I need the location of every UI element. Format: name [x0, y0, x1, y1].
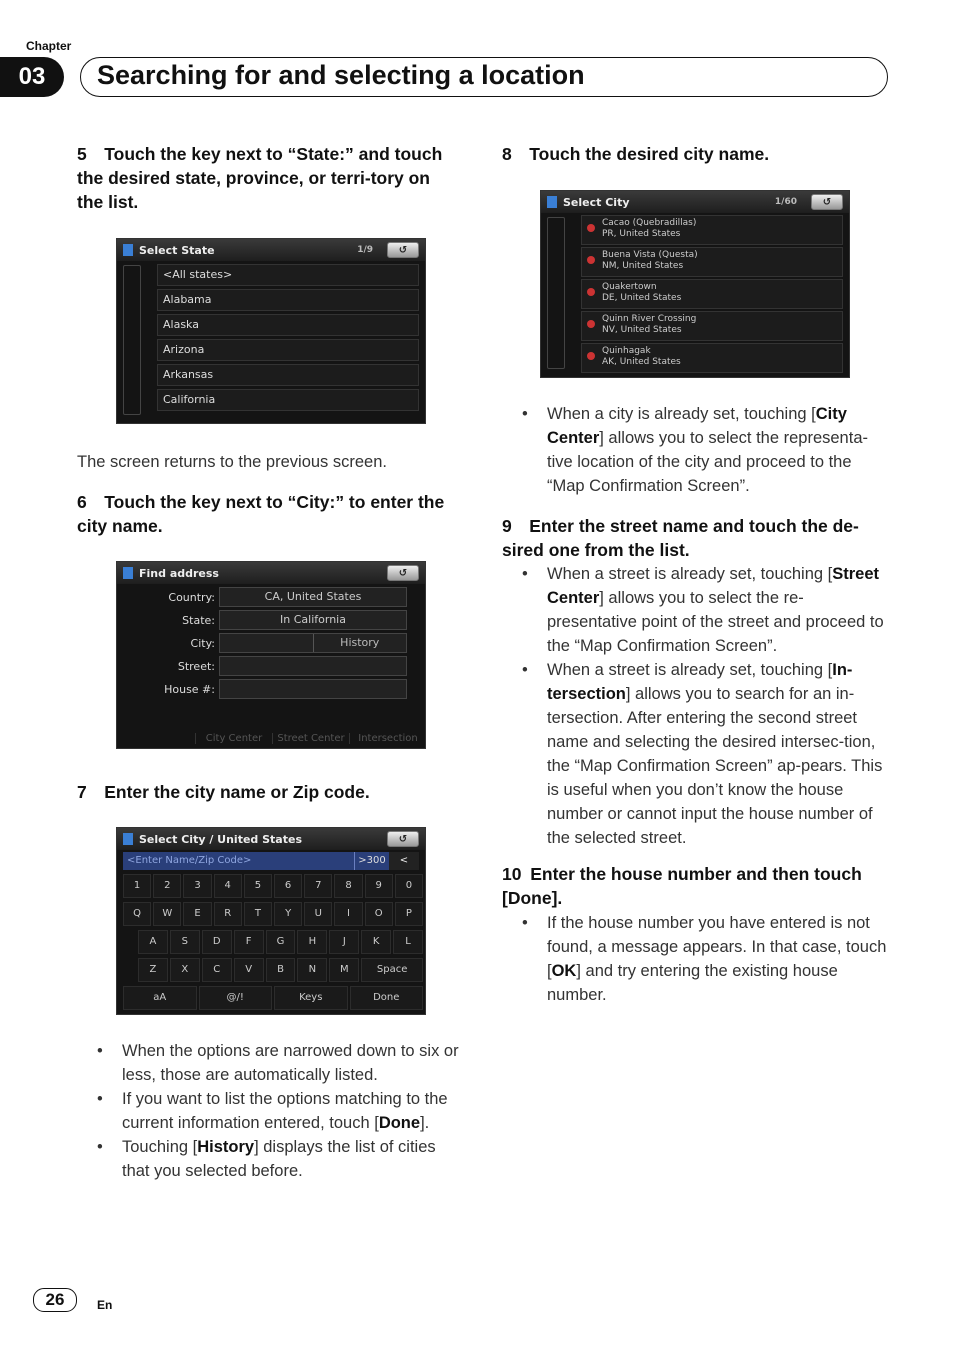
menu-icon	[547, 196, 557, 208]
screen-title: Find address	[139, 566, 219, 580]
street-label: Street:	[177, 659, 215, 673]
bullet-text: ] allows you to search for an in-tersection. After entering the second street name and selecting the desired intersec-tion, the “Map Confirmation Screen” ap-pears. This is useful when you don’t know the house number or cannot input the house number of the selected street.	[547, 685, 883, 847]
keyboard-key[interactable]: 0	[395, 874, 423, 898]
state-list	[117, 264, 425, 411]
screen-title: Select City	[563, 195, 630, 209]
keyboard-key[interactable]: B	[266, 958, 296, 982]
street-center-button[interactable]: Street Center	[272, 733, 349, 744]
keyboard-function-key[interactable]: Done	[350, 986, 424, 1010]
bullet-text: ] allows you to select the re-presentative point of the street and proceed to the “Map Confirmation Screen”.	[547, 589, 884, 655]
step-10-heading: 10 Enter the house number and then touch [Done].	[502, 864, 862, 908]
chapter-number: 03	[0, 57, 64, 97]
city-label: City:	[190, 636, 215, 650]
city-list	[541, 215, 849, 373]
screen-titlebar	[541, 191, 849, 213]
city-name: Quakertown	[602, 282, 657, 292]
bullet-item	[77, 1135, 467, 1183]
state-label: State:	[182, 613, 215, 627]
city-name: Quinn River Crossing	[602, 314, 697, 324]
bullet-item	[502, 402, 892, 498]
history-button[interactable]: History	[313, 634, 407, 652]
keyboard-key[interactable]: R	[214, 902, 242, 926]
city-region: DE, United States	[602, 293, 682, 303]
city-item[interactable]	[581, 215, 843, 245]
city-name: Cacao (Quebradillas)	[602, 218, 697, 228]
back-button[interactable]: ↺	[811, 194, 843, 210]
bullet-item	[77, 1039, 467, 1087]
city-center-button[interactable]: City Center	[195, 733, 272, 744]
keyboard-key[interactable]: 5	[244, 874, 272, 898]
page-indicator: 1/60	[774, 197, 797, 207]
keyboard-key[interactable]: 3	[183, 874, 211, 898]
keyboard-key[interactable]: L	[393, 930, 423, 954]
screen-titlebar	[117, 562, 425, 584]
bullet-item	[502, 658, 892, 850]
keyboard-key[interactable]: Z	[138, 958, 168, 982]
keyboard-key[interactable]: A	[138, 930, 168, 954]
bullet-key-name: In-tersection	[547, 661, 853, 703]
pin-icon	[587, 256, 595, 264]
city-name: Buena Vista (Questa)	[602, 250, 698, 260]
bullet-icon: •	[97, 1138, 103, 1156]
country-field[interactable]: CA, United States	[219, 587, 407, 607]
keyboard-key[interactable]: J	[329, 930, 359, 954]
screen-titlebar	[117, 239, 425, 261]
bullet-icon: •	[522, 914, 528, 932]
keyboard-key[interactable]: F	[234, 930, 264, 954]
bullet-text: ] and try entering the existing house number.	[547, 962, 838, 1004]
city-region: NM, United States	[602, 261, 684, 271]
keyboard-key[interactable]: W	[153, 902, 181, 926]
step-8-heading: 8 Touch the desired city name.	[502, 144, 770, 164]
name-input[interactable]: <Enter Name/Zip Code> >300 <	[123, 852, 419, 870]
house-field[interactable]	[219, 679, 407, 699]
keyboard-key[interactable]: P	[395, 902, 423, 926]
find-address-screen	[116, 561, 426, 749]
select-city-screen	[540, 190, 850, 378]
keyboard-screen	[116, 827, 426, 1015]
pin-icon	[587, 320, 595, 328]
space-key[interactable]: Space	[361, 958, 423, 982]
bullet-icon: •	[522, 405, 528, 423]
city-item[interactable]	[581, 311, 843, 341]
bullet-icon: •	[522, 565, 528, 583]
bullet-key-name: OK	[551, 962, 577, 980]
city-item[interactable]	[581, 343, 843, 373]
step-8-bullets	[502, 402, 892, 498]
city-name: Quinhagak	[602, 346, 651, 356]
city-region: PR, United States	[602, 229, 681, 239]
step-6-heading: 6 Touch the key next to “City:” to enter the city name.	[77, 492, 445, 536]
state-item[interactable]: <All states>	[157, 264, 419, 286]
page-title: Searching for and selecting a location	[97, 60, 585, 90]
city-item[interactable]	[581, 279, 843, 309]
city-item[interactable]	[581, 247, 843, 277]
state-item[interactable]: Alabama	[157, 289, 419, 311]
keyboard-key[interactable]: G	[266, 930, 296, 954]
keyboard-function-key[interactable]: @/!	[199, 986, 273, 1010]
step-10-bullets	[502, 911, 892, 1007]
screen-returns-text: The screen returns to the previous screen.	[77, 453, 387, 471]
city-field[interactable]	[219, 633, 407, 653]
result-count: >300	[354, 852, 389, 870]
bullet-key-name: History	[197, 1138, 255, 1156]
page-number: 26	[33, 1288, 77, 1312]
backspace-key[interactable]: <	[389, 852, 419, 870]
state-item[interactable]: Arizona	[157, 339, 419, 361]
keyboard-key[interactable]: 8	[334, 874, 362, 898]
keyboard-key[interactable]: 1	[123, 874, 151, 898]
keyboard-key[interactable]: N	[297, 958, 327, 982]
bullet-text: If the house number you have entered is not found, a message appears. In that case, touch [	[547, 914, 887, 980]
language-label: En	[97, 1298, 113, 1312]
keyboard-key[interactable]: U	[304, 902, 332, 926]
chapter-label: Chapter	[26, 39, 72, 53]
scrollbar[interactable]	[547, 217, 565, 369]
bullet-text: When the options are narrowed down to six or less, those are automatically listed.	[122, 1042, 459, 1084]
screen-title: Select State	[139, 243, 215, 257]
back-button[interactable]: ↺	[387, 831, 419, 847]
menu-icon	[123, 244, 133, 256]
bullet-item	[502, 562, 892, 658]
menu-icon	[123, 833, 133, 845]
keyboard-key[interactable]: Y	[274, 902, 302, 926]
bullet-text: When a street is already set, touching [	[547, 661, 833, 679]
page-indicator: 1/9	[357, 245, 373, 255]
bullet-item	[77, 1087, 467, 1135]
keyboard-key[interactable]: C	[202, 958, 232, 982]
bullet-item	[502, 911, 892, 1007]
step-5-heading: 5 Touch the key next to “State:” and touch the desired state, province, or terri-tory on the list.	[77, 144, 443, 212]
bullet-key-name: Done	[378, 1114, 421, 1132]
pin-icon	[587, 352, 595, 360]
keyboard-key[interactable]: 4	[214, 874, 242, 898]
bullet-text: When a street is already set, touching [	[547, 565, 833, 583]
keyboard-function-key[interactable]: aA	[123, 986, 197, 1010]
state-field[interactable]: In California	[219, 610, 407, 630]
intersection-button[interactable]: Intersection	[349, 733, 426, 744]
state-item[interactable]: Alaska	[157, 314, 419, 336]
bullet-icon: •	[97, 1042, 103, 1060]
pin-icon	[587, 224, 595, 232]
bullet-text: Touching [	[122, 1138, 198, 1156]
state-item[interactable]: Arkansas	[157, 364, 419, 386]
keyboard-key[interactable]: K	[361, 930, 391, 954]
city-region: AK, United States	[602, 357, 681, 367]
house-label: House #:	[164, 682, 215, 696]
keyboard-key[interactable]: 2	[153, 874, 181, 898]
keyboard-key[interactable]: I	[334, 902, 362, 926]
bullet-icon: •	[97, 1090, 103, 1108]
keyboard-function-key[interactable]: Keys	[274, 986, 348, 1010]
bullet-text: ] displays the list of cities that you selected before.	[122, 1138, 436, 1180]
keyboard-key[interactable]: T	[244, 902, 272, 926]
keyboard-key[interactable]: E	[183, 902, 211, 926]
pin-icon	[587, 288, 595, 296]
keyboard-key[interactable]: M	[329, 958, 359, 982]
keyboard-key[interactable]: H	[297, 930, 327, 954]
keyboard-key[interactable]: O	[365, 902, 393, 926]
bullet-icon: •	[522, 661, 528, 679]
bullet-key-name: City Center	[547, 405, 847, 447]
left-bullet-list	[77, 1039, 467, 1183]
menu-icon	[123, 567, 133, 579]
state-item[interactable]: California	[157, 389, 419, 411]
bullet-text: If you want to list the options matching to the current information entered, touch [	[122, 1090, 448, 1132]
screen-titlebar	[117, 828, 425, 850]
step-7-heading: 7 Enter the city name or Zip code.	[77, 782, 370, 802]
bullet-key-name: Street Center	[547, 565, 880, 607]
keyboard-key[interactable]: S	[170, 930, 200, 954]
step-9-bullets	[502, 562, 892, 850]
street-field[interactable]	[219, 656, 407, 676]
back-button[interactable]: ↺	[387, 242, 419, 258]
bullet-text: ].	[420, 1114, 430, 1132]
scrollbar[interactable]	[123, 265, 141, 415]
country-label: Country:	[168, 590, 215, 604]
screen-title: Select City / United States	[139, 832, 302, 846]
keyboard-key[interactable]: 7	[304, 874, 332, 898]
keyboard-key[interactable]: 9	[365, 874, 393, 898]
keyboard-key[interactable]: D	[202, 930, 232, 954]
bullet-text: ] allows you to select the representa-tive location of the city and proceed to the “Map Confirmation Screen”.	[547, 429, 868, 495]
city-region: NV, United States	[602, 325, 682, 335]
keyboard-key[interactable]: X	[170, 958, 200, 982]
step-9-heading: 9 Enter the street name and touch the de-sired one from the list.	[502, 516, 859, 560]
select-state-screen	[116, 238, 426, 424]
bullet-text: When a city is already set, touching [	[547, 405, 816, 423]
keyboard-key[interactable]: 6	[274, 874, 302, 898]
keyboard-key[interactable]: Q	[123, 902, 151, 926]
keyboard-key[interactable]: V	[234, 958, 264, 982]
back-button[interactable]: ↺	[387, 565, 419, 581]
